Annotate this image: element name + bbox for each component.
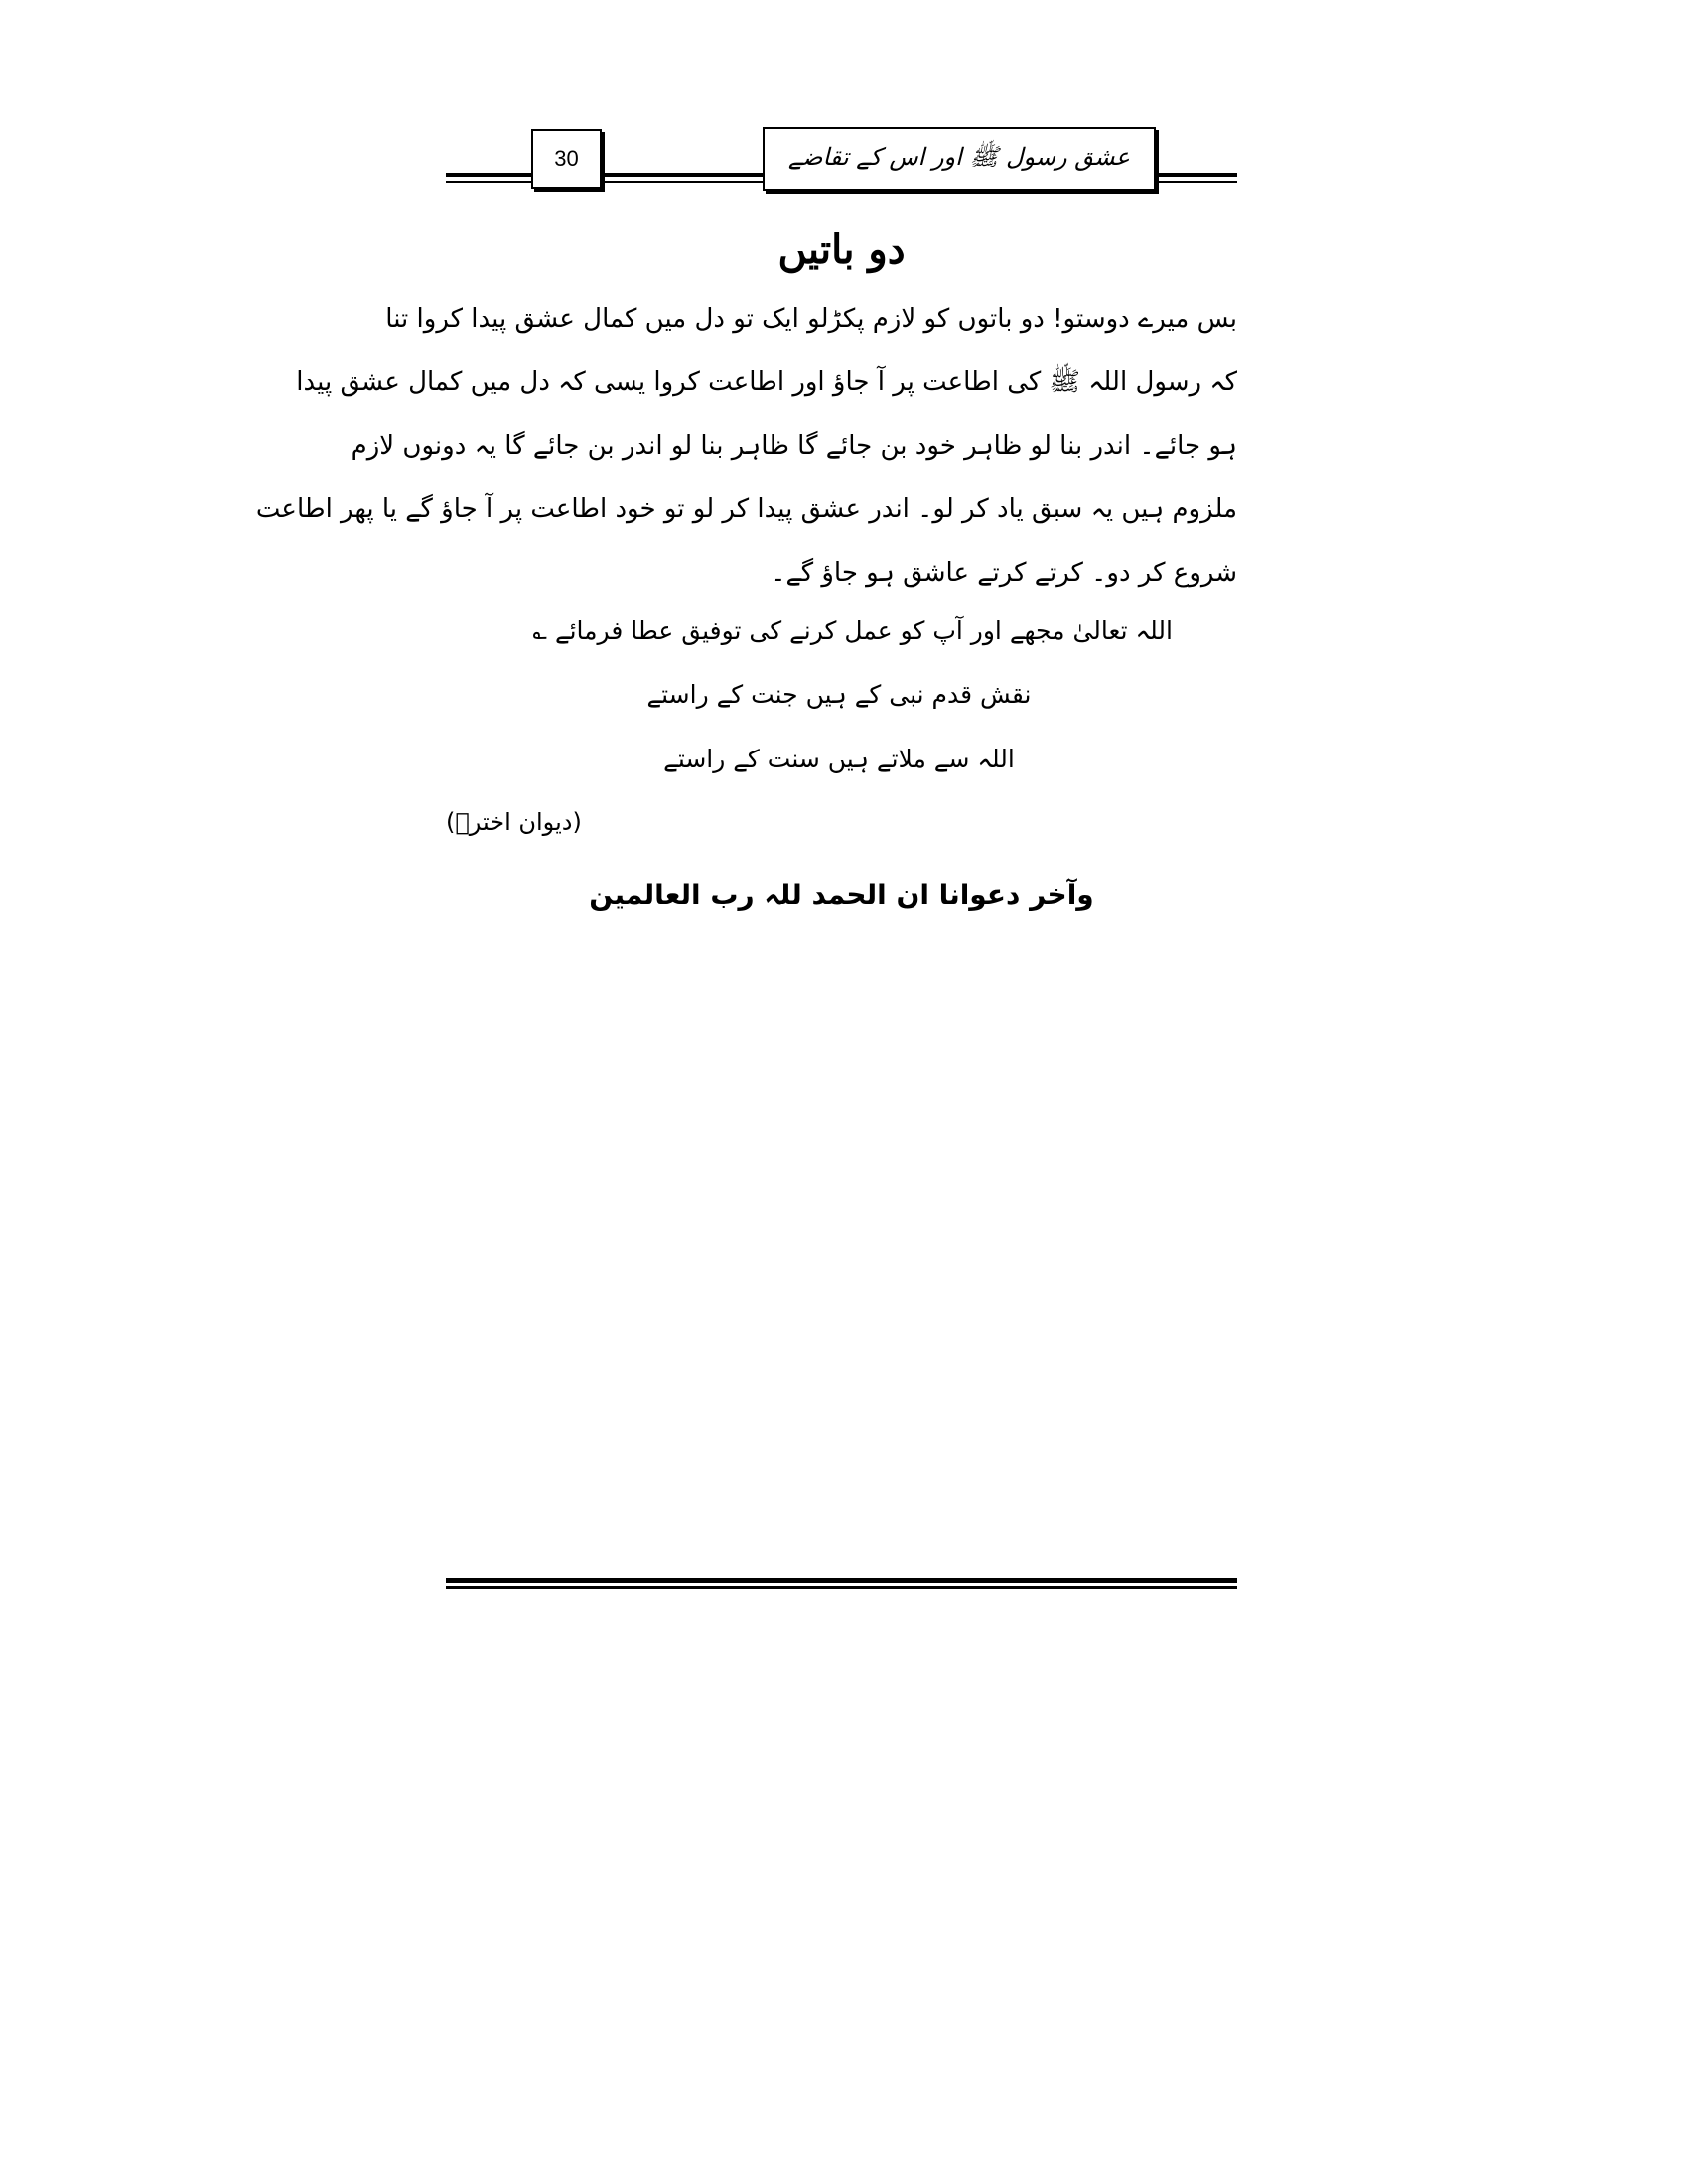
- prayer-line: اللہ تعالیٰ مجھے اور آپ کو عمل کرنے کی توفیق عطا فرمائے ؎: [532, 616, 1173, 645]
- source-reference: (دیوان اخترؒ): [446, 808, 582, 836]
- paragraph-line: شروع کر دو۔ کرتے کرتے عاشق ہو جاؤ گے۔: [771, 558, 1237, 588]
- couplet-line-2: اللہ سے ملاتے ہیں سنت کے راستے: [663, 745, 1015, 773]
- header-rule-right: [1155, 173, 1237, 183]
- paragraph-line: کہ رسول اللہ ﷺ کی اطاعت پر آ جاؤ اور اطاعت کروا یسی کہ دل میں کمال عشق پیدا: [296, 367, 1237, 397]
- paragraph-line: بس میرے دوستو! دو باتوں کو لازم پکڑلو ایک تو دل میں کمال عشق پیدا کروا تنا: [385, 304, 1237, 334]
- paragraph-line: ہو جائے۔ اندر بنا لو ظاہر خود بن جائے گا ظاہر بنا لو اندر بن جائے گا یہ دونوں لازم: [351, 431, 1237, 461]
- closing-line: وآخر دعوانا ان الحمد للہ رب العالمین: [589, 879, 1094, 911]
- paragraph-line: ملزوم ہیں یہ سبق یاد کر لو۔ اندر عشق پیدا کر لو تو خود اطاعت پر آ جاؤ گے یا پھر اطاعت: [255, 494, 1237, 524]
- header-rule-middle: [600, 173, 763, 183]
- page-number: 30: [531, 129, 602, 189]
- running-title: عشق رسول ﷺ اور اس کے تقاضے: [763, 127, 1156, 191]
- header-rule-left: [446, 173, 531, 183]
- section-heading: دو باتیں: [777, 226, 906, 273]
- footer-rule: [446, 1578, 1237, 1589]
- couplet-line-1: نقش قدم نبی کے ہیں جنت کے راستے: [646, 680, 1032, 709]
